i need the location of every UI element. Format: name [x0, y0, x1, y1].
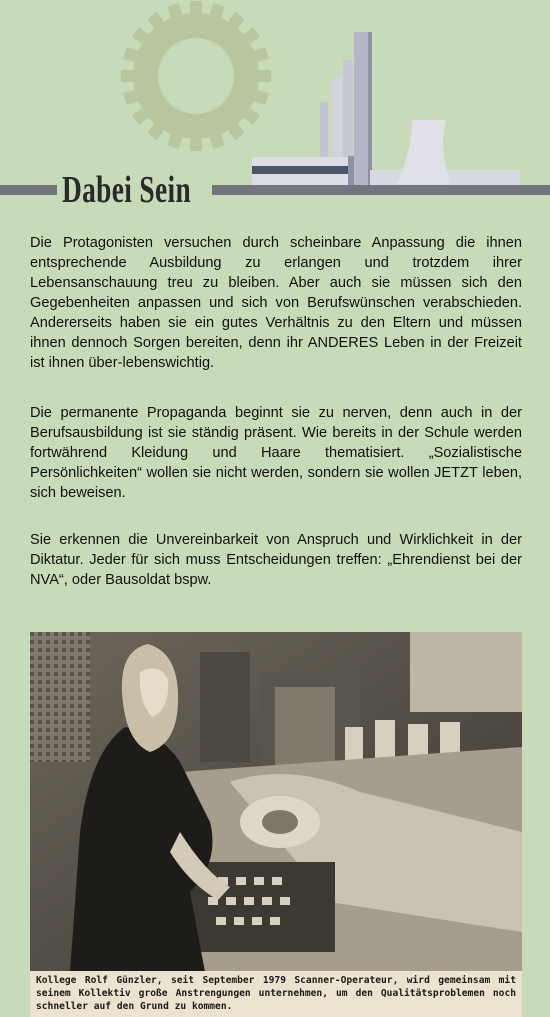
paragraph-propaganda: Die permanente Propaganda beginnt sie zu nerven, denn auch in der Berufsausbildung ist sie ständig präsent. Wie bereits in der Schule werden fortwährend Kleidung und Haare thematisiert. „Sozialistische Persönlichkeiten“ wollen sie nicht werden, sondern sie wollen JETZT leben, sich beweisen.	[30, 405, 522, 501]
gear-tooth	[255, 70, 271, 82]
gear-tooth	[190, 135, 202, 151]
header-banner	[0, 0, 550, 215]
header-bar-left	[0, 185, 57, 195]
photo-image	[30, 632, 522, 972]
photo-caption: Kollege Rolf Günzler, seit September 1979 Scanner-Operateur, wird gemeinsam mit seinem Kollektiv große Anstrengungen unternehmen, um den Qualitätsproblemen noch schneller auf den Grund zu kommen.	[30, 971, 522, 1017]
gear-tooth	[121, 70, 137, 82]
paragraph-protagonists: Die Protagonisten versuchen durch scheinbare Anpassung die ihnen entsprechende Ausbildung zu erlangen und trotzdem ihrer Lebensanschauung treu zu bleiben. Aber auch sie müssen sich den Gegebenheiten anpassen und sich von Berufswünschen verabschieden. Andererseits haben sie ein gutes Verhältnis zu den Eltern und müssen ihnen dennoch Sorgen bereiten, denn ihr ANDERES Leben in der Freizeit ist ihnen über-lebenswichtig.	[30, 235, 522, 371]
gear-tooth	[190, 1, 202, 17]
page-title: Dabei Sein	[62, 169, 192, 211]
header-bar-right	[212, 185, 550, 195]
paragraph-dictatorship: Sie erkennen die Unvereinbarkeit von Anspruch und Wirklichkeit in der Diktatur. Jeder für sich muss Entscheidungen treffen: „Ehrendienst bei der NVA“, oder Bausoldat bspw.	[30, 532, 522, 588]
gear-icon	[121, 1, 271, 151]
newspaper-photo	[30, 632, 522, 1017]
industrial-skyline-icon	[252, 32, 520, 187]
